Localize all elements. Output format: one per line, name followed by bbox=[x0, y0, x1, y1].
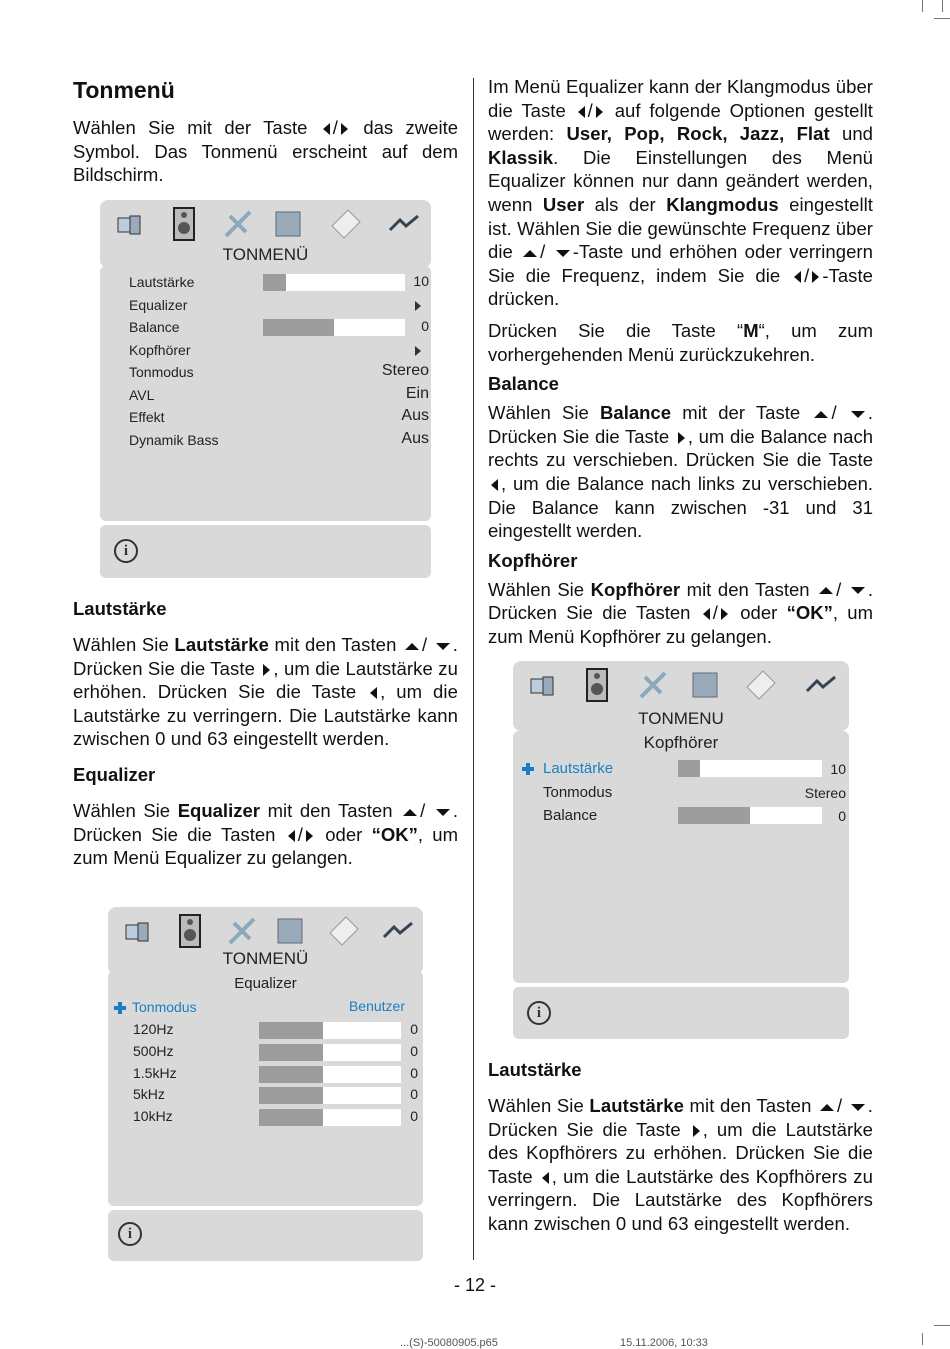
kopfhoerer-item-balance[interactable]: Balance bbox=[543, 807, 598, 824]
info-icon: i bbox=[114, 539, 138, 563]
source-icon bbox=[380, 913, 416, 949]
level-bar bbox=[263, 274, 405, 291]
footer-file: ...(S)-50080905.p65 bbox=[400, 1337, 498, 1349]
footer-date: 15.11.2006, 10:33 bbox=[620, 1337, 708, 1349]
lautstaerke-kopfhoerer-text: Wählen Sie Lautstärke mit den Tasten / . Drücken Sie die Taste , um die Lautstärke des Kopfhörers zu erhöhen. Drücken Sie die Taste , um die Lautstärke des Kopfhörers zu verringern. Die Lautstärke des Kopfhörers kann zwischen 0 und 63 eingestellt werden. bbox=[488, 1095, 873, 1234]
menu-value: 0 bbox=[421, 318, 429, 334]
satellite-icon bbox=[220, 206, 256, 242]
heading-lautstaerke: Lautstärke bbox=[73, 598, 167, 619]
eq-band-label[interactable]: 10kHz bbox=[133, 1108, 173, 1125]
install-icon bbox=[326, 913, 362, 949]
eq-band-label[interactable]: 1.5kHz bbox=[133, 1064, 177, 1081]
info-icon: i bbox=[118, 1222, 142, 1246]
level-bar bbox=[263, 319, 405, 336]
right-column bbox=[488, 75, 873, 648]
menu-item-dynamik-bass[interactable]: Dynamik Bass bbox=[129, 431, 219, 448]
menu-value: Stereo bbox=[804, 784, 846, 801]
left-column-lower bbox=[73, 597, 458, 870]
kopfhoerer-text: Wählen Sie Kopfhörer mit den Tasten / . Drücken Sie die Tasten / oder “OK”, um zum Menü Kopfhörer zu gelangen. bbox=[488, 578, 874, 647]
crop-mark bbox=[922, 0, 923, 12]
column-divider bbox=[473, 78, 474, 1260]
menu-info-bar bbox=[108, 1210, 423, 1261]
crop-mark bbox=[922, 1333, 923, 1345]
settings-icon bbox=[687, 667, 723, 703]
right-column-lower bbox=[488, 1058, 873, 1236]
menu-item-balance[interactable]: Balance bbox=[129, 319, 180, 335]
menu-header bbox=[108, 907, 423, 975]
eq-band-label[interactable]: 500Hz bbox=[133, 1042, 174, 1059]
eq-band-fill bbox=[259, 1109, 323, 1126]
level-bar-fill bbox=[263, 274, 286, 291]
picture-icon bbox=[112, 206, 148, 242]
menu-header bbox=[513, 661, 849, 731]
tonmodus-value[interactable]: Benutzer bbox=[348, 998, 405, 1014]
menu-value: 10 bbox=[830, 761, 846, 777]
level-bar bbox=[678, 807, 822, 824]
level-bar-fill bbox=[678, 807, 750, 824]
eq-band-bar bbox=[259, 1044, 401, 1061]
menu-item-tonmodus[interactable]: Tonmodus bbox=[129, 364, 194, 380]
selection-cursor-icon bbox=[114, 1002, 126, 1014]
eq-band-bar bbox=[259, 1109, 401, 1126]
eq-band-bar bbox=[259, 1066, 401, 1083]
speaker-icon bbox=[172, 913, 208, 949]
settings-icon bbox=[270, 206, 306, 242]
eq-band-value: 0 bbox=[410, 1021, 418, 1037]
source-icon bbox=[386, 206, 422, 242]
menu-info-bar bbox=[513, 987, 849, 1039]
menu-icon-bar bbox=[108, 206, 423, 242]
menu-value: Stereo bbox=[381, 362, 429, 379]
install-icon bbox=[328, 206, 364, 242]
install-icon bbox=[743, 667, 779, 703]
tonmodus-label[interactable]: Tonmodus bbox=[132, 999, 197, 1015]
menu-item-equalizer[interactable]: Equalizer bbox=[129, 296, 188, 313]
eq-band-value: 0 bbox=[410, 1064, 418, 1081]
eq-band-fill bbox=[259, 1066, 323, 1083]
menu-header bbox=[100, 200, 431, 268]
menu-value: Aus bbox=[401, 429, 429, 447]
menu-subtitle: Equalizer bbox=[234, 975, 297, 992]
intro-text: Wählen Sie mit der Taste / das zweite Symbol. Das Tonmenü erscheint auf dem Bildschirm. bbox=[73, 117, 458, 186]
speaker-icon bbox=[579, 667, 615, 703]
crop-mark bbox=[934, 1325, 950, 1326]
equalizer-explanation: Im Menü Equalizer kann der Klangmodus über die Taste / auf folgende Optionen gestellt werden: User, Pop, Rock, Jazz, Flat und Klassik. Die Einstellungen des Menü Equalizer können nur dann geändert werden, wenn User als der Klangmodus eingestellt ist. Wählen Sie die gewünschte Frequenz über die / -Taste und erhöhen oder verringern Sie die Frequenz, indem Sie die / -Taste drücken. bbox=[488, 76, 874, 310]
eq-band-fill bbox=[259, 1044, 323, 1061]
menu-title: TONMENÜ bbox=[222, 949, 309, 968]
crop-mark bbox=[942, 0, 943, 12]
level-bar-fill bbox=[678, 760, 700, 777]
equalizer-screenshot bbox=[108, 907, 423, 1261]
menu-subtitle: Kopfhörer bbox=[643, 733, 719, 752]
left-column bbox=[73, 76, 458, 187]
heading-equalizer: Equalizer bbox=[73, 763, 156, 785]
menu-icon-bar bbox=[521, 667, 841, 703]
menu-info-bar bbox=[100, 525, 431, 578]
heading-lautstaerke-kopfhoerer: Lautstärke bbox=[488, 1059, 582, 1080]
menu-value: Ein bbox=[405, 384, 429, 402]
level-bar bbox=[678, 760, 822, 777]
eq-band-bar bbox=[259, 1022, 401, 1039]
speaker-icon bbox=[166, 206, 202, 242]
heading-balance: Balance bbox=[488, 373, 559, 395]
picture-icon bbox=[120, 913, 156, 949]
kopfhoerer-screenshot bbox=[513, 661, 849, 1039]
eq-band-value: 0 bbox=[410, 1042, 418, 1059]
selection-cursor-icon bbox=[522, 763, 534, 775]
picture-icon bbox=[525, 667, 561, 703]
submenu-arrow-icon bbox=[415, 346, 421, 356]
satellite-icon bbox=[635, 667, 671, 703]
menu-title: TONMENÜ bbox=[222, 245, 309, 264]
crop-mark bbox=[934, 18, 950, 19]
submenu-arrow-icon bbox=[415, 301, 421, 311]
eq-band-value: 0 bbox=[410, 1086, 418, 1103]
m-key-text: Drücken Sie die Taste “M“, um zum vorhergehenden Menü zurückzukehren. bbox=[488, 319, 873, 365]
menu-value: Aus bbox=[401, 407, 429, 424]
menu-item-effekt[interactable]: Effekt bbox=[129, 409, 165, 425]
eq-band-fill bbox=[259, 1087, 323, 1104]
menu-icon-bar bbox=[116, 913, 415, 949]
menu-value: 10 bbox=[413, 273, 429, 289]
eq-band-label[interactable]: 120Hz bbox=[133, 1021, 174, 1037]
page-number: - 12 - bbox=[453, 1275, 496, 1295]
equalizer-text: Wählen Sie Equalizer mit den Tasten / . Drücken Sie die Tasten / oder “OK”, um zum Menü Equalizer zu gelangen. bbox=[73, 799, 459, 869]
info-icon: i bbox=[527, 1001, 551, 1025]
eq-band-fill bbox=[259, 1022, 323, 1039]
menu-value: 0 bbox=[838, 808, 846, 824]
menu-title: TONMENU bbox=[638, 709, 724, 728]
eq-band-label[interactable]: 5kHz bbox=[133, 1086, 165, 1103]
menu-item-lautst-rke[interactable]: Lautstärke bbox=[129, 274, 195, 290]
satellite-icon bbox=[224, 913, 260, 949]
settings-icon bbox=[272, 913, 308, 949]
eq-band-bar bbox=[259, 1087, 401, 1104]
menu-item-kopfh-rer[interactable]: Kopfhörer bbox=[129, 341, 191, 358]
kopfhoerer-item-tonmodus[interactable]: Tonmodus bbox=[543, 783, 613, 801]
kopfhoerer-item-lautst-rke[interactable]: Lautstärke bbox=[543, 760, 614, 777]
menu-item-avl[interactable]: AVL bbox=[129, 386, 155, 403]
eq-band-value: 0 bbox=[410, 1108, 418, 1125]
tonmenu-screenshot bbox=[100, 200, 431, 578]
section-title: Tonmenü bbox=[73, 77, 175, 103]
level-bar-fill bbox=[263, 319, 334, 336]
heading-kopfhoerer: Kopfhörer bbox=[488, 549, 578, 571]
source-icon bbox=[803, 667, 839, 703]
balance-text: Wählen Sie Balance mit der Taste / . Drücken Sie die Taste , um die Balance nach rechts zu verschieben. Drücken Sie die Taste , um die Balance nach links zu verschieben. Die Balance kann zwischen -31 und 31 eingestellt werden. bbox=[488, 402, 874, 542]
lautstaerke-text: Wählen Sie Lautstärke mit den Tasten / . Drücken Sie die Taste , um die Lautstärke zu erhöhen. Drücken Sie die Taste , um die Lautstärke zu verringern. Die Lautstärke kann zwischen 0 und 63 eingestellt werden. bbox=[73, 634, 459, 750]
